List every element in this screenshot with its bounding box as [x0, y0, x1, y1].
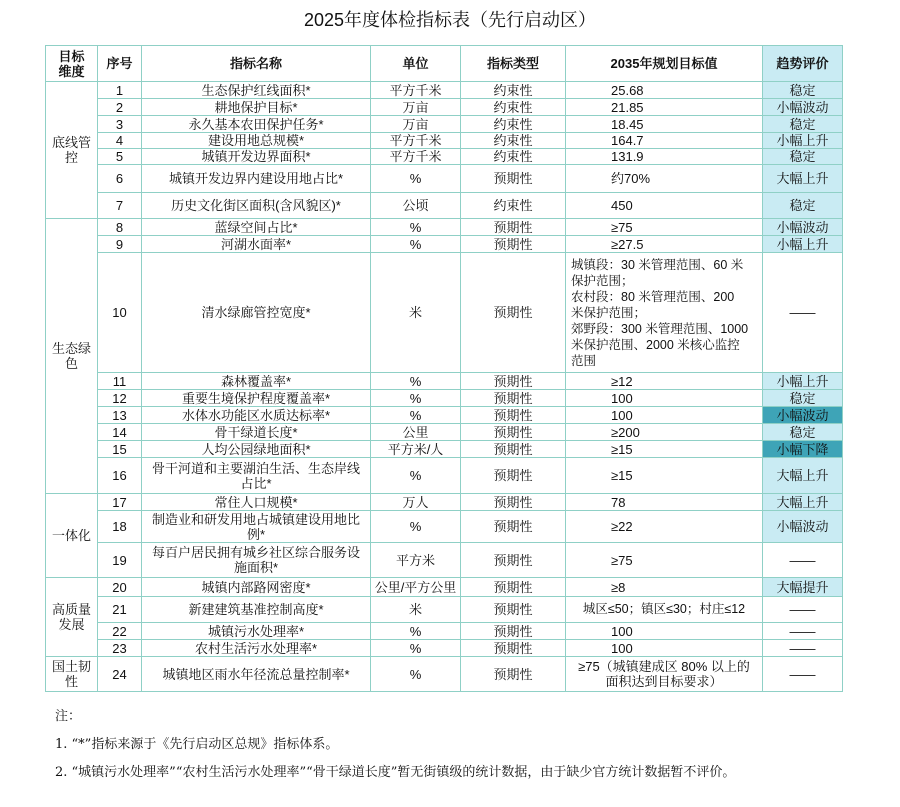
indicator-table [45, 45, 843, 692]
trend-evaluation: 小幅波动 [763, 511, 842, 542]
unit: % [371, 623, 460, 639]
row-no: 22 [98, 623, 141, 639]
indicator-type: 预期性 [461, 253, 565, 372]
unit: % [371, 236, 460, 252]
indicator-name: 生态保护红线面积* [142, 82, 370, 98]
row-no: 6 [98, 165, 141, 192]
target-value: ≥27.5 [566, 236, 762, 252]
indicator-type: 预期性 [461, 578, 565, 596]
unit: 平方千米 [371, 149, 460, 164]
row-no: 10 [98, 253, 141, 372]
unit: % [371, 657, 460, 691]
target-line: 米保护范围、2000 米核心监控 [571, 337, 740, 352]
dimension-high-quality: 高质量发展 [46, 578, 97, 656]
header-dimension-label: 目标维度 [58, 48, 85, 79]
unit: % [371, 458, 460, 493]
unit: % [371, 165, 460, 192]
target-value: ≥12 [566, 373, 762, 389]
target-value: 21.85 [566, 99, 762, 115]
unit: % [371, 373, 460, 389]
target-value-multiline [566, 657, 762, 691]
row-no: 8 [98, 219, 141, 235]
row-no: 16 [98, 458, 141, 493]
trend-evaluation: 稳定 [763, 149, 842, 164]
trend-evaluation: 小幅上升 [763, 236, 842, 252]
indicator-name: 永久基本农田保护任务* [142, 116, 370, 132]
indicator-name: 水体水功能区水质达标率* [142, 407, 370, 423]
unit: % [371, 511, 460, 542]
unit: 公里 [371, 424, 460, 440]
row-no: 21 [98, 597, 141, 622]
unit: 万人 [371, 494, 460, 510]
target-value: ≥75 [566, 543, 762, 577]
trend-evaluation: —— [763, 623, 842, 639]
indicator-name: 河湖水面率* [142, 236, 370, 252]
unit: 平方米 [371, 543, 460, 577]
indicator-type: 预期性 [461, 458, 565, 493]
row-no: 20 [98, 578, 141, 596]
indicator-type: 预期性 [461, 424, 565, 440]
indicator-type: 约束性 [461, 149, 565, 164]
row-no: 7 [98, 193, 141, 218]
header-unit: 单位 [371, 46, 460, 81]
indicator-name: 城镇污水处理率* [142, 623, 370, 639]
indicator-type: 约束性 [461, 116, 565, 132]
indicator-name: 农村生活污水处理率* [142, 640, 370, 656]
indicator-type: 预期性 [461, 640, 565, 656]
indicator-name: 耕地保护目标* [142, 99, 370, 115]
row-no: 15 [98, 441, 141, 457]
trend-evaluation: 大幅上升 [763, 494, 842, 510]
target-line: 面积达到目标要求） [605, 674, 723, 689]
indicator-name: 城镇地区雨水年径流总量控制率* [142, 657, 370, 691]
indicator-name: 城镇开发边界内建设用地占比* [142, 165, 370, 192]
indicator-type: 预期性 [461, 597, 565, 622]
trend-evaluation: 小幅波动 [763, 407, 842, 423]
trend-evaluation: —— [763, 597, 842, 622]
unit: 米 [371, 597, 460, 622]
row-no: 19 [98, 543, 141, 577]
indicator-name: 骨干河道和主要湖泊生活、生态岸线占比* [142, 458, 370, 493]
indicator-name: 人均公园绿地面积* [142, 441, 370, 457]
indicator-type: 约束性 [461, 99, 565, 115]
target-value: ≥75 [566, 219, 762, 235]
header-type: 指标类型 [461, 46, 565, 81]
unit: 万亩 [371, 99, 460, 115]
unit: 米 [371, 253, 460, 372]
row-no: 18 [98, 511, 141, 542]
unit: % [371, 407, 460, 423]
target-value: 164.7 [566, 133, 762, 148]
target-value: 100 [566, 390, 762, 406]
indicator-type: 预期性 [461, 623, 565, 639]
indicator-type: 预期性 [461, 165, 565, 192]
trend-evaluation: —— [763, 543, 842, 577]
row-no: 11 [98, 373, 141, 389]
trend-evaluation: 小幅波动 [763, 99, 842, 115]
target-line: 郊野段：300 米管理范围、1000 [571, 321, 749, 336]
indicator-type: 约束性 [461, 133, 565, 148]
row-no: 14 [98, 424, 141, 440]
indicator-name: 城镇内部路网密度* [142, 578, 370, 596]
target-value: 25.68 [566, 82, 762, 98]
target-value: 100 [566, 407, 762, 423]
dimension-integration: 一体化 [46, 494, 97, 577]
unit: 平方米/人 [371, 441, 460, 457]
target-value: 18.45 [566, 116, 762, 132]
row-no: 2 [98, 99, 141, 115]
row-no: 13 [98, 407, 141, 423]
indicator-name: 制造业和研发用地占城镇建设用地比例* [142, 511, 370, 542]
indicator-name: 新建建筑基准控制高度* [142, 597, 370, 622]
target-line: 范围 [571, 353, 597, 368]
row-no: 12 [98, 390, 141, 406]
indicator-type: 预期性 [461, 543, 565, 577]
target-line: ≥75（城镇建成区 80% 以上的 [578, 659, 750, 674]
target-value: 131.9 [566, 149, 762, 164]
row-no: 17 [98, 494, 141, 510]
target-line: 米保护范围； [571, 305, 647, 320]
trend-evaluation: —— [763, 657, 842, 691]
row-no: 3 [98, 116, 141, 132]
indicator-name: 清水绿廊管控宽度* [142, 253, 370, 372]
indicator-type: 预期性 [461, 373, 565, 389]
target-value: 450 [566, 193, 762, 218]
indicator-type: 预期性 [461, 407, 565, 423]
notes-label: 注： [55, 709, 82, 724]
trend-evaluation: 大幅上升 [763, 458, 842, 493]
row-no: 23 [98, 640, 141, 656]
header-no: 序号 [98, 46, 141, 81]
trend-evaluation: 小幅上升 [763, 133, 842, 148]
indicator-type: 预期性 [461, 511, 565, 542]
unit: 万亩 [371, 116, 460, 132]
indicator-type: 约束性 [461, 82, 565, 98]
target-line: 城镇段：30 米管理范围、60 米 [571, 257, 744, 272]
trend-evaluation: 稳定 [763, 193, 842, 218]
indicator-type: 预期性 [461, 494, 565, 510]
indicator-type: 预期性 [461, 236, 565, 252]
trend-evaluation: —— [763, 253, 842, 372]
row-no: 1 [98, 82, 141, 98]
trend-evaluation: 小幅波动 [763, 219, 842, 235]
target-value: ≥200 [566, 424, 762, 440]
trend-evaluation: 稳定 [763, 424, 842, 440]
unit: 平方千米 [371, 82, 460, 98]
target-value: ≥15 [566, 458, 762, 493]
trend-evaluation: 稳定 [763, 82, 842, 98]
target-value-multiline [566, 253, 762, 372]
indicator-name: 城镇开发边界面积* [142, 149, 370, 164]
indicator-name: 重要生境保护程度覆盖率* [142, 390, 370, 406]
dimension-baseline-control: 底线管控 [46, 82, 97, 218]
indicator-name: 蓝绿空间占比* [142, 219, 370, 235]
target-value: 100 [566, 640, 762, 656]
unit: 公里/平方公里 [371, 578, 460, 596]
indicator-name: 每百户居民拥有城乡社区综合服务设施面积* [142, 543, 370, 577]
indicator-name: 森林覆盖率* [142, 373, 370, 389]
target-line: 农村段：80 米管理范围、200 [571, 289, 735, 304]
trend-evaluation: 大幅上升 [763, 165, 842, 192]
trend-evaluation: 小幅下降 [763, 441, 842, 457]
dimension-resilience: 国土韧性 [46, 657, 97, 691]
unit: 公顷 [371, 193, 460, 218]
trend-evaluation: 小幅上升 [763, 373, 842, 389]
target-line: 保护范围； [571, 273, 634, 288]
header-name: 指标名称 [142, 46, 370, 81]
trend-evaluation: —— [763, 640, 842, 656]
target-value: 城区≤50；镇区≤30；村庄≤12 [566, 597, 762, 622]
target-value: 78 [566, 494, 762, 510]
indicator-name: 骨干绿道长度* [142, 424, 370, 440]
dimension-ecological-green: 生态绿色 [46, 219, 97, 493]
target-value: 100 [566, 623, 762, 639]
note-item-1: 1. “*”指标来源于《先行启动区总规》指标体系。 [55, 737, 339, 752]
document-title: 2025年度体检指标表（先行启动区） [303, 10, 597, 30]
unit: 平方千米 [371, 133, 460, 148]
row-no: 9 [98, 236, 141, 252]
target-value: ≥8 [566, 578, 762, 596]
unit: % [371, 219, 460, 235]
header-trend: 趋势评价 [763, 46, 842, 81]
row-no: 5 [98, 149, 141, 164]
indicator-name: 历史文化街区面积(含风貌区)* [142, 193, 370, 218]
trend-evaluation: 稳定 [763, 390, 842, 406]
unit: % [371, 640, 460, 656]
unit: % [371, 390, 460, 406]
indicator-name: 建设用地总规模* [142, 133, 370, 148]
target-value: ≥15 [566, 441, 762, 457]
row-no: 4 [98, 133, 141, 148]
indicator-type: 约束性 [461, 193, 565, 218]
target-value: ≥22 [566, 511, 762, 542]
header-dimension [46, 46, 97, 81]
indicator-type: 预期性 [461, 219, 565, 235]
indicator-name: 常住人口规模* [142, 494, 370, 510]
row-no: 24 [98, 657, 141, 691]
trend-evaluation: 稳定 [763, 116, 842, 132]
header-target: 2035年规划目标值 [566, 46, 762, 81]
trend-evaluation: 大幅提升 [763, 578, 842, 596]
target-value: 约70% [566, 165, 762, 192]
indicator-type: 预期性 [461, 441, 565, 457]
indicator-type: 预期性 [461, 657, 565, 691]
indicator-type: 预期性 [461, 390, 565, 406]
note-item-2: 2. “城镇污水处理率”“农村生活污水处理率”“骨干绿道长度”暂无街镇级的统计数据，由于缺少官方统计数据暂不评价。 [55, 765, 736, 780]
